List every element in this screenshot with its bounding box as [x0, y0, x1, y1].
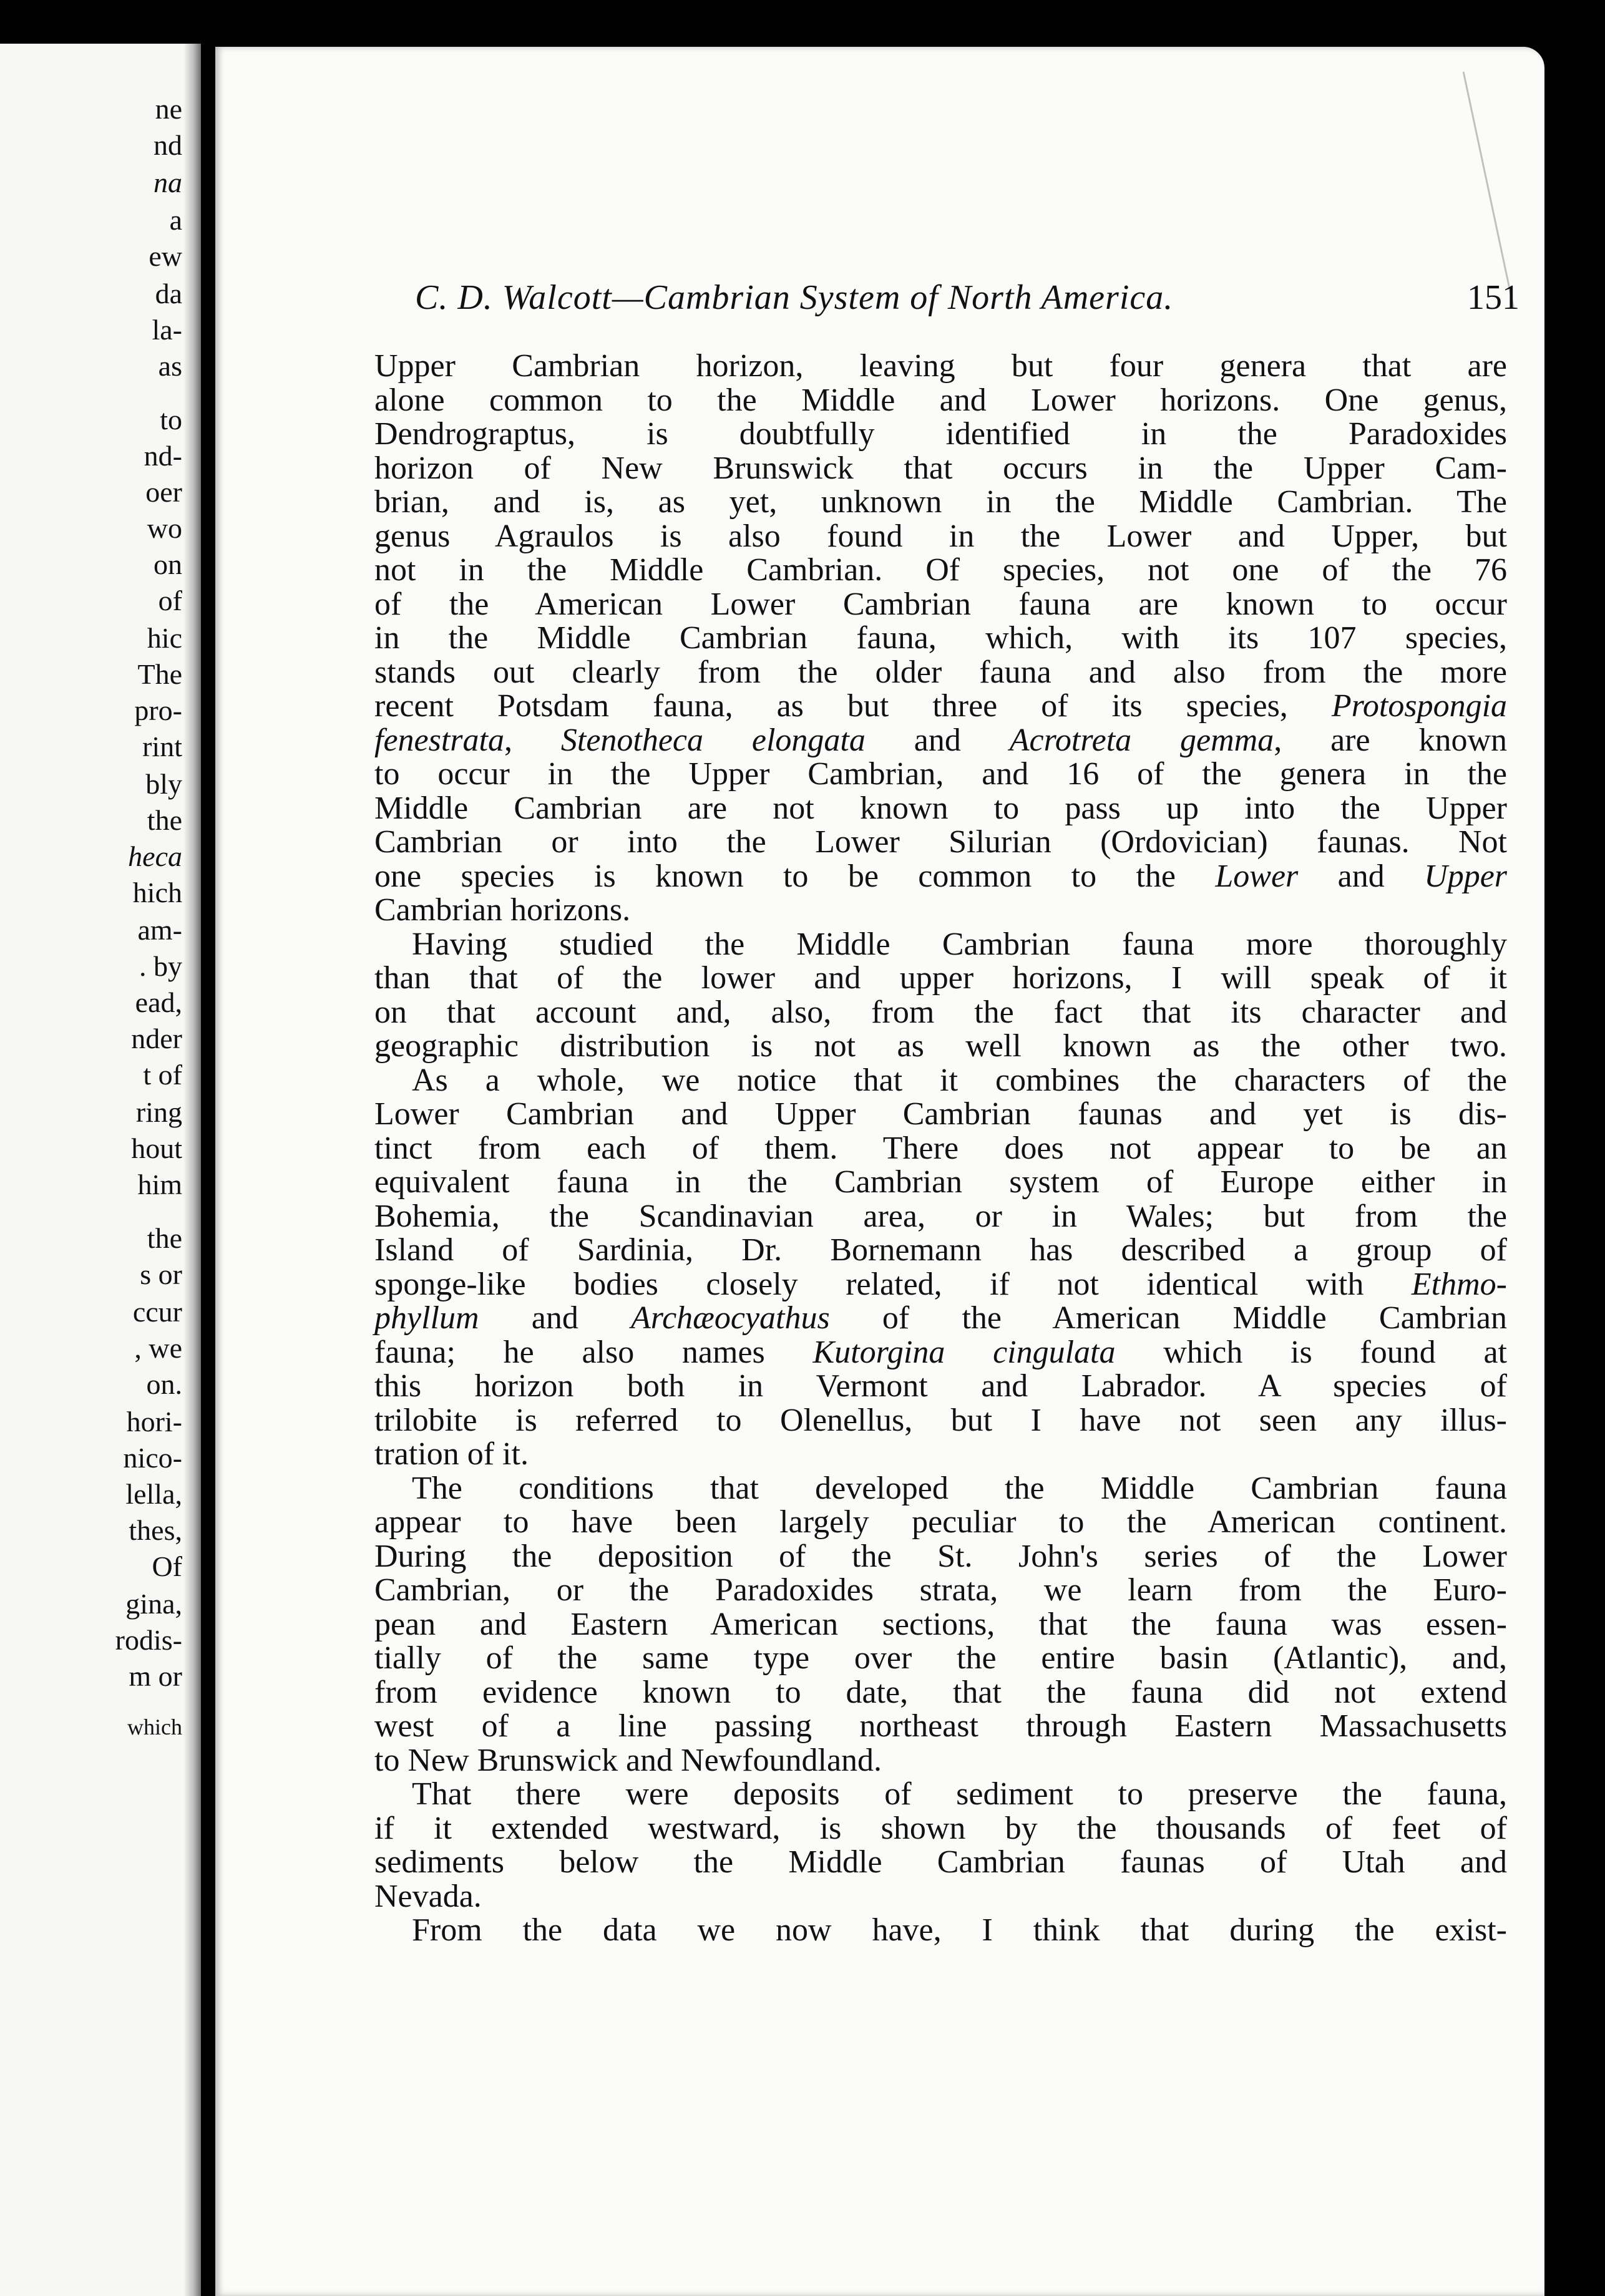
text-line: brian, and is, as yet, unknown in the Middle Cambrian. The: [374, 484, 1507, 520]
text-line: genus Agraulos is also found in the Lower and Upper, but: [374, 518, 1507, 554]
text-line: The conditions that developed the Middle Cambrian fauna: [412, 1470, 1507, 1506]
running-head: [415, 278, 1520, 318]
left-page-fragment: am-: [137, 914, 182, 946]
taxon-name: Ethmo-: [1411, 1266, 1507, 1302]
left-page-fragment: t of: [143, 1059, 182, 1091]
left-page-fragment: ring: [135, 1096, 182, 1128]
left-page-fragment: ne: [155, 93, 182, 125]
taxon-name: fenestrata: [374, 722, 504, 758]
text-line: this horizon both in Vermont and Labrador. A species of: [374, 1368, 1507, 1404]
taxon-name: phyllum: [374, 1300, 479, 1336]
left-page-fragment: m or: [129, 1660, 182, 1692]
text-line: Nevada.: [374, 1878, 482, 1914]
left-page-fragment: to: [160, 404, 182, 435]
text-line: Upper Cambrian horizon, leaving but four genera that are: [374, 348, 1507, 384]
text-line: alone common to the Middle and Lower horizons. One genus,: [374, 382, 1507, 418]
text-line: From the data we now have, I think that during the exist-: [412, 1912, 1507, 1948]
left-page-fragment: lella,: [125, 1478, 182, 1510]
text-line: Lower Cambrian and Upper Cambrian faunas and yet is dis-: [374, 1096, 1507, 1132]
left-page-fragment: ew: [149, 240, 182, 272]
left-page-fragment: nder: [131, 1023, 182, 1054]
text-line: fauna; he also names Kutorgina cingulata which is found at: [374, 1334, 1507, 1370]
left-page-fragment: The: [137, 658, 182, 690]
left-page-fragment: ccur: [132, 1296, 182, 1328]
left-page-fragment: la-: [152, 314, 182, 346]
running-head-title: C. D. Walcott—Cambrian System of North America.: [415, 278, 1174, 317]
taxon-name: Protospongia: [1331, 688, 1508, 724]
left-page-fragment: pro-: [134, 694, 182, 726]
left-page-fragment: oer: [145, 476, 182, 508]
text-line: horizon of New Brunswick that occurs in the Upper Cam-: [374, 450, 1507, 486]
text-line: During the deposition of the St. John's series of the Lower: [374, 1538, 1507, 1574]
text-line: phyllum and Archæocyathus of the American Middle Cambrian: [374, 1300, 1507, 1336]
text-line: Cambrian, or the Paradoxides strata, we learn from the Euro-: [374, 1572, 1507, 1608]
left-page-fragment: na: [154, 167, 182, 198]
left-page-fragment: a: [169, 204, 182, 236]
text-line: if it extended westward, is shown by the thousands of feet of: [374, 1810, 1507, 1846]
text-line: Bohemia, the Scandinavian area, or in Wales; but from the: [374, 1198, 1507, 1234]
taxon-name: Acrotreta gemma: [1009, 722, 1274, 758]
left-page-fragment: hori-: [126, 1406, 182, 1437]
text-line: tration of it.: [374, 1436, 529, 1472]
body-text: [374, 349, 1507, 1948]
left-page-fragment: on: [154, 548, 182, 580]
left-page-fragment: Of: [152, 1550, 182, 1582]
taxon-name: Kutorgina cingulata: [812, 1334, 1116, 1370]
text-line: sponge-like bodies closely related, if not identical with Ethmo-: [374, 1266, 1507, 1302]
text-line: appear to have been largely peculiar to the American continent.: [374, 1504, 1507, 1540]
text-line: not in the Middle Cambrian. Of species, not one of the 76: [374, 552, 1507, 588]
text-line: trilobite is referred to Olenellus, but I have not seen any illus-: [374, 1402, 1507, 1438]
left-page-fragment: him: [137, 1169, 182, 1200]
text-line: Having studied the Middle Cambrian fauna more thoroughly: [412, 926, 1507, 962]
left-page-fragment: nd-: [144, 440, 182, 472]
left-page-fragment: hout: [131, 1132, 182, 1164]
previous-page-edge: [0, 44, 201, 2296]
text-line: As a whole, we notice that it combines the characters of the: [412, 1062, 1507, 1098]
page-number: 151: [1467, 278, 1520, 317]
emphasis: Upper: [1424, 858, 1508, 894]
taxon-name: Archæocyathus: [631, 1300, 830, 1336]
text-line: That there were deposits of sediment to preserve the fauna,: [412, 1776, 1507, 1812]
text-line: equivalent fauna in the Cambrian system of Europe either in: [374, 1164, 1507, 1200]
left-page-fragment: which: [127, 1715, 182, 1739]
left-page-fragment: . by: [139, 950, 182, 982]
text-line: than that of the lower and upper horizons, I will speak of it: [374, 960, 1507, 996]
left-page-fragment: the: [147, 1222, 182, 1254]
text-line: Cambrian or into the Lower Silurian (Ordovician) faunas. Not: [374, 824, 1507, 860]
text-line: recent Potsdam fauna, as but three of its species, Protospongia: [374, 688, 1508, 724]
text-line: west of a line passing northeast through Eastern Massachusetts: [374, 1708, 1507, 1744]
left-page-fragment: the: [147, 804, 182, 836]
left-page-fragment: ead,: [135, 986, 182, 1018]
left-page-fragment: rint: [142, 731, 182, 762]
left-page-fragment: wo: [147, 512, 182, 544]
left-page-fragment: gina,: [125, 1588, 182, 1620]
left-page-fragment: nico-: [123, 1442, 182, 1474]
left-page-fragment: rodis-: [115, 1624, 182, 1656]
page-corner-fold: [1463, 72, 1559, 309]
text-line: one species is known to be common to the Lower and Upper: [374, 858, 1508, 894]
left-page-fragment: of: [158, 585, 182, 616]
left-page-fragment: s or: [140, 1258, 182, 1290]
left-page-fragment: on.: [146, 1368, 182, 1400]
text-line: sediments below the Middle Cambrian faunas of Utah and: [374, 1844, 1507, 1880]
text-line: from evidence known to date, that the fauna did not extend: [374, 1674, 1507, 1710]
text-line: on that account and, also, from the fact that its character and: [374, 994, 1507, 1030]
text-line: Middle Cambrian are not known to pass up into the Upper: [374, 790, 1507, 826]
text-line: to New Brunswick and Newfoundland.: [374, 1742, 882, 1778]
left-page-fragment: thes,: [129, 1514, 182, 1546]
emphasis: Lower: [1215, 858, 1299, 894]
left-page-fragment: hich: [132, 877, 182, 908]
text-line: to occur in the Upper Cambrian, and 16 of the genera in the: [374, 756, 1507, 792]
taxon-name: Stenotheca elongata: [560, 722, 866, 758]
text-line: in the Middle Cambrian fauna, which, with its 107 species,: [374, 620, 1507, 656]
left-page-fragment: bly: [145, 768, 182, 800]
text-line: Island of Sardinia, Dr. Bornemann has described a group of: [374, 1232, 1507, 1268]
text-line: of the American Lower Cambrian fauna are known to occur: [374, 586, 1507, 622]
book-page: [215, 47, 1544, 2296]
text-line: tinct from each of them. There does not appear to be an: [374, 1130, 1507, 1166]
text-line: tially of the same type over the entire basin (Atlantic), and,: [374, 1640, 1507, 1676]
text-line: Dendrograptus, is doubtfully identified in the Paradoxides: [374, 416, 1507, 452]
left-page-fragment: hic: [147, 622, 182, 654]
left-page-fragment: heca: [128, 840, 182, 872]
gutter-shadow: [183, 44, 201, 2296]
text-line: fenestrata, Stenotheca elongata and Acrotreta gemma, are known: [374, 722, 1508, 758]
text-line: geographic distribution is not as well known as the other two.: [374, 1028, 1507, 1064]
left-page-fragment: da: [155, 278, 182, 309]
text-line: Cambrian horizons.: [374, 892, 631, 928]
text-line: pean and Eastern American sections, that the fauna was essen-: [374, 1606, 1507, 1642]
text-line: stands out clearly from the older fauna and also from the more: [374, 654, 1507, 690]
left-page-fragment: as: [158, 350, 182, 382]
left-page-fragment: nd: [154, 129, 182, 161]
left-page-fragment: , we: [134, 1332, 182, 1364]
